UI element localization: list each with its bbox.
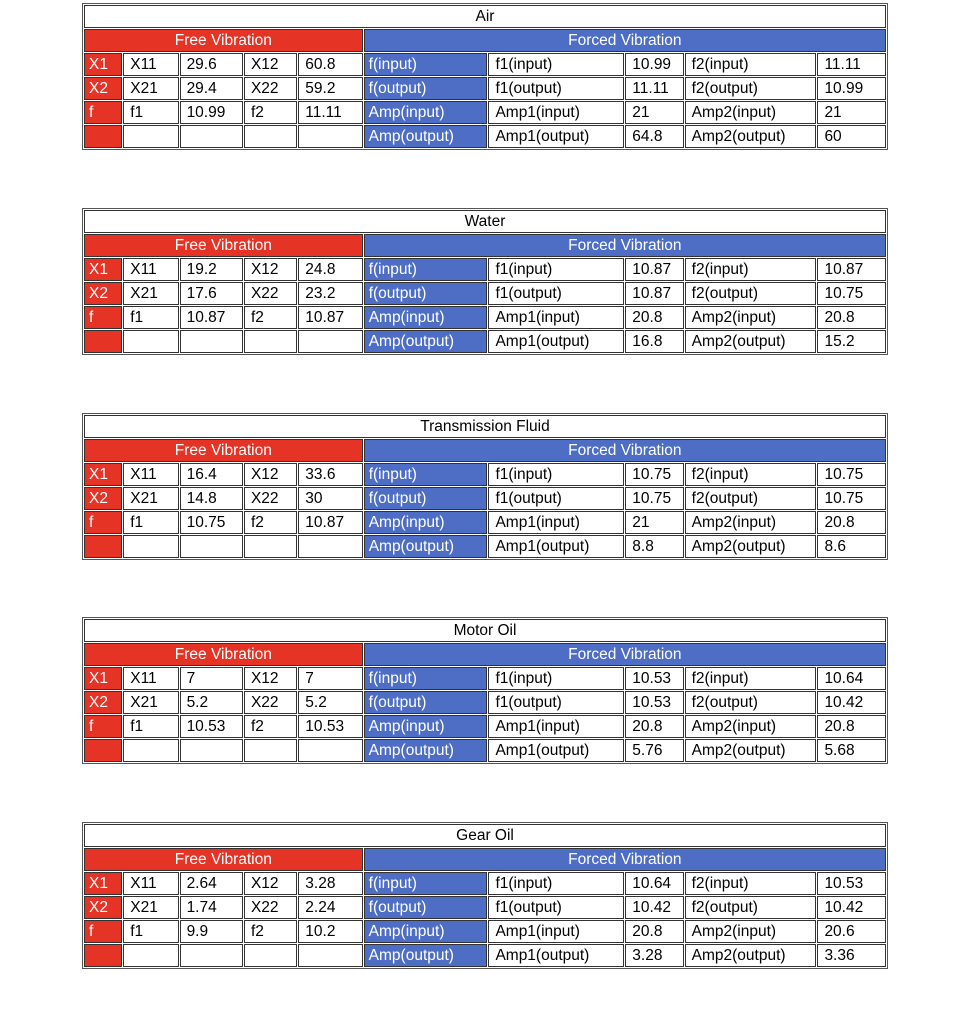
free-cell (180, 535, 243, 558)
table-title-row (84, 210, 886, 233)
row-label: X2 (84, 282, 122, 305)
table-row (84, 667, 886, 690)
free-cell (244, 125, 297, 148)
free-cell (298, 125, 362, 148)
table-row (84, 463, 886, 486)
table-row (84, 511, 886, 534)
row-label: f (84, 306, 122, 329)
free-cell: f2 (244, 306, 297, 329)
free-cell (298, 330, 362, 353)
free-cell: 11.11 (298, 101, 362, 124)
free-cell: 10.53 (180, 715, 243, 738)
table-title: Air (84, 5, 886, 28)
row-label (84, 330, 122, 353)
forced-label: f(input) (364, 872, 488, 895)
section-header-row (84, 234, 886, 257)
free-cell: 2.24 (298, 896, 362, 919)
vibration-table (82, 208, 888, 355)
free-cell: 19.2 (180, 258, 243, 281)
forced-cell: 21 (625, 101, 683, 124)
free-cell: 29.4 (180, 77, 243, 100)
forced-cell: f1(output) (488, 896, 624, 919)
free-vibration-header: Free Vibration (84, 643, 363, 666)
free-cell: f1 (123, 920, 178, 943)
free-cell: X22 (244, 282, 297, 305)
forced-cell: 8.8 (625, 535, 683, 558)
section-header-row (84, 848, 886, 871)
free-cell: 24.8 (298, 258, 362, 281)
forced-cell: 3.36 (817, 944, 886, 967)
forced-cell: f2(output) (685, 896, 817, 919)
forced-cell: f2(output) (685, 77, 817, 100)
free-cell: 3.28 (298, 872, 362, 895)
forced-cell: Amp1(output) (488, 944, 624, 967)
forced-cell: 16.8 (625, 330, 683, 353)
table-title: Motor Oil (84, 619, 886, 642)
free-cell: 60.8 (298, 53, 362, 76)
table-row (84, 258, 886, 281)
free-cell: 10.75 (180, 511, 243, 534)
free-cell: 30 (298, 487, 362, 510)
free-cell: 9.9 (180, 920, 243, 943)
forced-cell: 20.6 (817, 920, 886, 943)
row-label: X1 (84, 872, 122, 895)
forced-cell: 10.75 (817, 282, 886, 305)
free-cell: X11 (123, 667, 178, 690)
row-label: f (84, 511, 122, 534)
forced-cell: 20.8 (817, 306, 886, 329)
free-cell: 10.87 (298, 306, 362, 329)
row-label (84, 125, 122, 148)
free-cell: 5.2 (298, 691, 362, 714)
free-cell (244, 739, 297, 762)
forced-vibration-header: Forced Vibration (364, 643, 886, 666)
row-label: X1 (84, 53, 122, 76)
free-cell: 29.6 (180, 53, 243, 76)
forced-cell: f1(input) (488, 53, 624, 76)
free-cell (123, 944, 178, 967)
free-cell: X22 (244, 896, 297, 919)
vibration-table (82, 3, 888, 150)
data-table-block (82, 822, 888, 969)
forced-label: f(output) (364, 487, 488, 510)
forced-label: Amp(input) (364, 306, 488, 329)
forced-cell: f1(input) (488, 463, 624, 486)
table-row (84, 125, 886, 148)
forced-label: f(input) (364, 258, 488, 281)
forced-cell: 3.28 (625, 944, 683, 967)
section-header-row (84, 643, 886, 666)
free-cell: X12 (244, 872, 297, 895)
free-cell: X21 (123, 487, 178, 510)
forced-label: f(input) (364, 463, 488, 486)
forced-cell: 10.42 (625, 896, 683, 919)
forced-cell: f2(output) (685, 691, 817, 714)
table-title-row (84, 824, 886, 847)
forced-cell: Amp2(input) (685, 920, 817, 943)
free-cell (180, 944, 243, 967)
free-cell: f2 (244, 920, 297, 943)
table-row (84, 872, 886, 895)
forced-label: Amp(input) (364, 101, 488, 124)
forced-cell: Amp2(output) (685, 125, 817, 148)
free-cell (298, 944, 362, 967)
forced-cell: Amp1(output) (488, 125, 624, 148)
free-cell: 59.2 (298, 77, 362, 100)
forced-cell: 10.75 (817, 463, 886, 486)
forced-cell: 64.8 (625, 125, 683, 148)
forced-cell: 10.42 (817, 896, 886, 919)
free-cell: 33.6 (298, 463, 362, 486)
row-label: X2 (84, 77, 122, 100)
data-table-block (82, 413, 888, 560)
free-cell: X11 (123, 258, 178, 281)
free-cell (123, 330, 178, 353)
forced-cell: 10.87 (625, 258, 683, 281)
table-row (84, 896, 886, 919)
forced-cell: Amp2(input) (685, 715, 817, 738)
table-row (84, 306, 886, 329)
forced-cell: f1(input) (488, 258, 624, 281)
free-cell: 7 (180, 667, 243, 690)
table-title: Gear Oil (84, 824, 886, 847)
forced-cell: Amp1(input) (488, 511, 624, 534)
free-cell: 7 (298, 667, 362, 690)
forced-cell: 10.64 (817, 667, 886, 690)
table-row (84, 282, 886, 305)
vibration-table (82, 413, 888, 560)
free-cell: 1.74 (180, 896, 243, 919)
forced-label: f(output) (364, 282, 488, 305)
forced-cell: Amp2(output) (685, 739, 817, 762)
free-cell (180, 330, 243, 353)
forced-cell: Amp2(input) (685, 511, 817, 534)
forced-cell: f2(input) (685, 53, 817, 76)
forced-cell: Amp1(input) (488, 101, 624, 124)
row-label (84, 739, 122, 762)
table-row (84, 330, 886, 353)
table-row (84, 101, 886, 124)
forced-cell: f1(input) (488, 872, 624, 895)
forced-vibration-header: Forced Vibration (364, 439, 886, 462)
forced-vibration-header: Forced Vibration (364, 234, 886, 257)
forced-cell: f2(input) (685, 463, 817, 486)
free-vibration-header: Free Vibration (84, 439, 363, 462)
forced-cell: 10.99 (817, 77, 886, 100)
forced-cell: f2(output) (685, 282, 817, 305)
free-cell (298, 739, 362, 762)
table-row (84, 53, 886, 76)
free-cell (244, 944, 297, 967)
table-title: Water (84, 210, 886, 233)
forced-cell: 11.11 (625, 77, 683, 100)
free-cell: f1 (123, 511, 178, 534)
free-cell: X11 (123, 872, 178, 895)
row-label (84, 944, 122, 967)
free-cell: X12 (244, 667, 297, 690)
free-cell: X11 (123, 53, 178, 76)
free-cell: f2 (244, 511, 297, 534)
row-label: X2 (84, 896, 122, 919)
forced-cell: 10.64 (625, 872, 683, 895)
free-vibration-header: Free Vibration (84, 234, 363, 257)
forced-cell: Amp2(input) (685, 101, 817, 124)
free-cell: 10.2 (298, 920, 362, 943)
free-cell: 23.2 (298, 282, 362, 305)
forced-label: Amp(output) (364, 125, 488, 148)
data-table-block (82, 3, 888, 150)
free-cell (123, 535, 178, 558)
forced-label: Amp(input) (364, 920, 488, 943)
table-row (84, 944, 886, 967)
free-cell: X12 (244, 463, 297, 486)
forced-cell: f1(input) (488, 667, 624, 690)
forced-cell: Amp2(output) (685, 330, 817, 353)
free-cell: 5.2 (180, 691, 243, 714)
free-cell (180, 125, 243, 148)
data-table-block (82, 617, 888, 764)
table-row (84, 739, 886, 762)
forced-cell: f2(input) (685, 667, 817, 690)
forced-cell: 10.75 (625, 487, 683, 510)
table-title: Transmission Fluid (84, 415, 886, 438)
forced-cell: 10.87 (625, 282, 683, 305)
free-cell (298, 535, 362, 558)
table-row (84, 487, 886, 510)
free-cell: 10.99 (180, 101, 243, 124)
forced-label: Amp(input) (364, 511, 488, 534)
free-cell: 10.53 (298, 715, 362, 738)
forced-label: f(input) (364, 667, 488, 690)
forced-cell: Amp1(input) (488, 920, 624, 943)
free-cell: f1 (123, 101, 178, 124)
forced-label: f(input) (364, 53, 488, 76)
free-cell: X22 (244, 77, 297, 100)
free-cell: X12 (244, 53, 297, 76)
forced-cell: Amp2(output) (685, 944, 817, 967)
row-label: f (84, 715, 122, 738)
row-label (84, 535, 122, 558)
table-row (84, 77, 886, 100)
forced-cell: f2(input) (685, 872, 817, 895)
forced-cell: f1(output) (488, 487, 624, 510)
forced-cell: 20.8 (817, 715, 886, 738)
row-label: f (84, 101, 122, 124)
forced-cell: Amp1(input) (488, 715, 624, 738)
free-cell: X22 (244, 487, 297, 510)
forced-label: f(output) (364, 691, 488, 714)
section-header-row (84, 29, 886, 52)
free-cell (244, 330, 297, 353)
forced-cell: 10.42 (817, 691, 886, 714)
forced-cell: 60 (817, 125, 886, 148)
table-row (84, 715, 886, 738)
forced-cell: f1(output) (488, 691, 624, 714)
forced-label: Amp(output) (364, 944, 488, 967)
free-cell: f1 (123, 715, 178, 738)
forced-label: Amp(output) (364, 330, 488, 353)
free-cell: f1 (123, 306, 178, 329)
row-label: X1 (84, 258, 122, 281)
free-cell (123, 125, 178, 148)
forced-cell: 10.53 (817, 872, 886, 895)
forced-label: Amp(output) (364, 739, 488, 762)
free-cell: X12 (244, 258, 297, 281)
forced-cell: Amp2(input) (685, 306, 817, 329)
forced-cell: f2(input) (685, 258, 817, 281)
forced-cell: 20.8 (817, 511, 886, 534)
free-cell: X21 (123, 896, 178, 919)
table-title-row (84, 5, 886, 28)
free-cell: X22 (244, 691, 297, 714)
free-cell (180, 739, 243, 762)
row-label: X2 (84, 691, 122, 714)
forced-cell: 20.8 (625, 715, 683, 738)
free-cell: 10.87 (298, 511, 362, 534)
forced-vibration-header: Forced Vibration (364, 29, 886, 52)
forced-cell: Amp1(input) (488, 306, 624, 329)
free-cell: f2 (244, 715, 297, 738)
forced-cell: 10.53 (625, 691, 683, 714)
table-row (84, 535, 886, 558)
forced-cell: f1(output) (488, 77, 624, 100)
forced-cell: 10.87 (817, 258, 886, 281)
forced-cell: Amp1(output) (488, 330, 624, 353)
table-row (84, 691, 886, 714)
free-cell: X21 (123, 691, 178, 714)
vibration-table (82, 617, 888, 764)
forced-cell: Amp2(output) (685, 535, 817, 558)
row-label: X1 (84, 463, 122, 486)
free-cell: X11 (123, 463, 178, 486)
free-cell (123, 739, 178, 762)
data-table-block (82, 208, 888, 355)
table-row (84, 920, 886, 943)
forced-cell: 10.75 (817, 487, 886, 510)
row-label: X1 (84, 667, 122, 690)
free-cell: 17.6 (180, 282, 243, 305)
row-label: f (84, 920, 122, 943)
forced-cell: 20.8 (625, 306, 683, 329)
free-vibration-header: Free Vibration (84, 29, 363, 52)
free-cell: X21 (123, 77, 178, 100)
vibration-table (82, 822, 888, 969)
forced-vibration-header: Forced Vibration (364, 848, 886, 871)
forced-cell: 20.8 (625, 920, 683, 943)
forced-cell: 5.68 (817, 739, 886, 762)
forced-cell: 21 (625, 511, 683, 534)
free-cell: f2 (244, 101, 297, 124)
free-cell: 16.4 (180, 463, 243, 486)
forced-cell: 21 (817, 101, 886, 124)
forced-cell: Amp1(output) (488, 535, 624, 558)
row-label: X2 (84, 487, 122, 510)
table-title-row (84, 619, 886, 642)
free-vibration-header: Free Vibration (84, 848, 363, 871)
forced-cell: 10.99 (625, 53, 683, 76)
forced-cell: 5.76 (625, 739, 683, 762)
forced-cell: 10.53 (625, 667, 683, 690)
forced-label: Amp(input) (364, 715, 488, 738)
free-cell: 10.87 (180, 306, 243, 329)
forced-cell: 10.75 (625, 463, 683, 486)
forced-cell: 15.2 (817, 330, 886, 353)
free-cell: X21 (123, 282, 178, 305)
forced-label: f(output) (364, 77, 488, 100)
forced-cell: 11.11 (817, 53, 886, 76)
table-title-row (84, 415, 886, 438)
free-cell (244, 535, 297, 558)
forced-cell: 8.6 (817, 535, 886, 558)
free-cell: 14.8 (180, 487, 243, 510)
forced-label: f(output) (364, 896, 488, 919)
section-header-row (84, 439, 886, 462)
forced-label: Amp(output) (364, 535, 488, 558)
forced-cell: f2(output) (685, 487, 817, 510)
free-cell: 2.64 (180, 872, 243, 895)
forced-cell: f1(output) (488, 282, 624, 305)
forced-cell: Amp1(output) (488, 739, 624, 762)
